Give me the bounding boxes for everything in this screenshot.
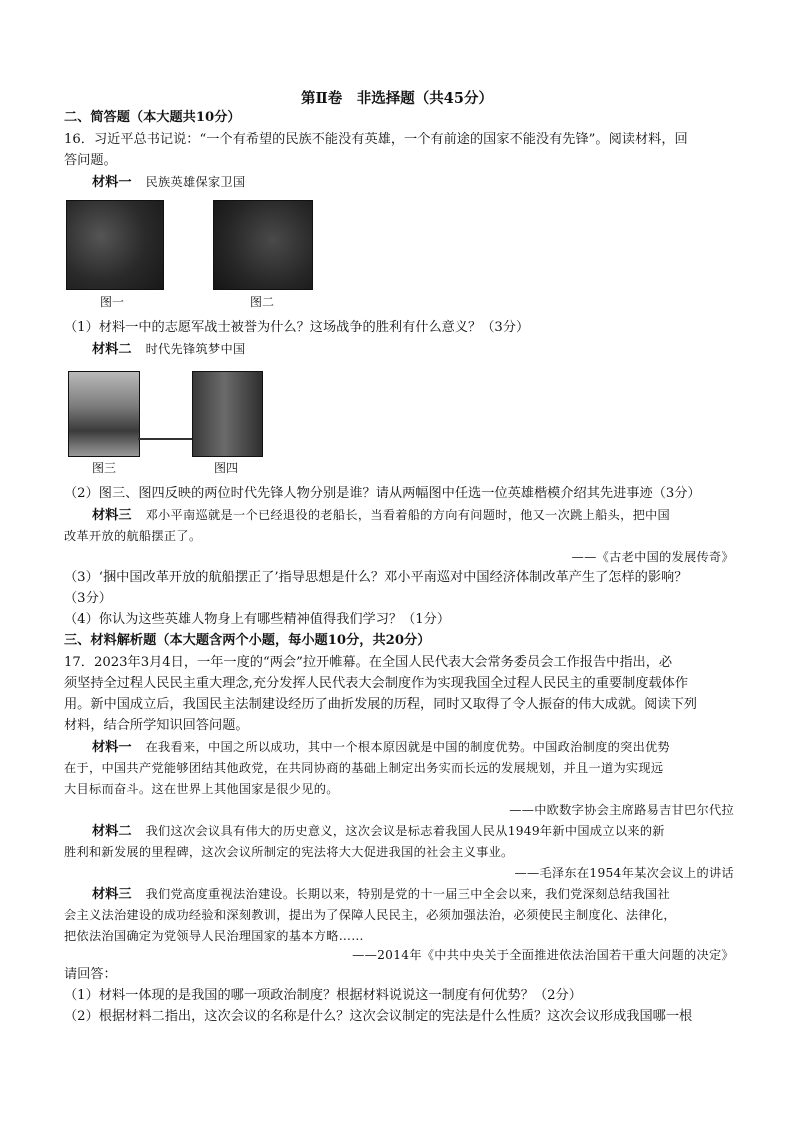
material-title: 时代先锋筑梦中国	[145, 342, 246, 356]
q17-sub2: （2）根据材料二指出，这次会议的名称是什么？这次会议制定的宪法是什么性质？这次会议形成我国哪一根	[64, 1009, 693, 1024]
material-label: 材料三	[92, 887, 132, 902]
material-text: 我们这次会议具有伟大的历史意义，这次会议是标志着我国人民从1949年新中国成立以来的新	[145, 824, 665, 838]
q16-stem-line1: 16．习近平总书记说：“一个有希望的民族不能没有英雄，一个有前途的国家不能没有先锋”。阅读材料，回	[64, 132, 688, 147]
q17-material3-line3: 把依法治国确定为党领导人民治理国家的基本方略……	[64, 929, 364, 943]
q16-sub4: （4）你认为这些英雄人物身上有哪些精神值得我们学习？（1分）	[64, 612, 451, 627]
figure-2-photo	[213, 200, 313, 290]
part-title: 第Ⅱ卷 非选择题（共45分）	[301, 90, 493, 107]
material-label: 材料三	[92, 508, 132, 523]
q17-material3-line1	[92, 884, 734, 905]
figure-1-caption: 图一	[100, 295, 125, 309]
q16-sub3-line2: （3分）	[64, 591, 112, 606]
q17-stem-line3: 用。新中国成立后，我国民主法制建设经历了曲折发展的历程，同时又取得了令人振奋的伟大成就。阅读下列	[64, 697, 697, 712]
figure-3-photo	[68, 371, 140, 457]
figure-3-caption: 图三	[92, 461, 117, 475]
q17-material1-line1	[92, 737, 734, 758]
q16-material3-line1	[92, 505, 734, 526]
material-label: 材料二	[92, 342, 132, 357]
figure-2-caption: 图二	[250, 295, 275, 309]
q16-material1-heading	[92, 172, 734, 193]
q17-material3-source: ——2014年《中共中央关于全面推进依法治国若干重大问题的决定》	[352, 948, 734, 962]
q16-sub3-line1: （3）‘捆中国改革开放的航船摆正了’指导思想是什么？邓小平南巡对中国经济体制改革产生了怎样的影响？	[64, 570, 688, 585]
material-title: 民族英雄保家卫国	[145, 175, 246, 189]
q17-material2-source: ——毛泽东在1954年某次会议上的讲话	[514, 866, 734, 880]
q17-material3-line2: 会主义法治建设的成功经验和深刻教训，提出为了保障人民民主，必须加强法治，必须使民主制度化、法律化，	[64, 908, 676, 922]
figure-4-caption: 图四	[214, 461, 239, 475]
q17-material1-line2: 在于，中国共产党能够团结其他政党，在共同协商的基础上制定出务实而长远的发展规划，并且一道为实现远	[64, 761, 664, 775]
q17-ask: 请回答：	[64, 967, 117, 982]
q16-sub2: （2）图三、图四反映的两位时代先锋人物分别是谁？请从两幅图中任选一位英雄楷模介绍其先进事迹（3分）	[64, 486, 701, 501]
figure-divider	[138, 438, 192, 440]
q17-stem-line4: 材料，结合所学知识回答问题。	[64, 718, 249, 733]
figure-4-photo	[192, 371, 263, 457]
q16-material3-source: ——《古老中国的发展传奇》	[571, 550, 734, 564]
material-text: 邓小平南巡就是一个已经退役的老船长，当看着船的方向有问题时，他又一次跳上船头，把中国	[145, 508, 671, 522]
material-text: 我们党高度重视法治建设。长期以来，特别是党的十一届三中全会以来，我们党深刻总结我国社	[145, 887, 671, 901]
q16-stem-line2: 答问题。	[64, 153, 117, 168]
q17-material2-line2: 胜利和新发展的里程碑，这次会议所制定的宪法将大大促进我国的社会主义事业。	[64, 845, 514, 859]
q17-stem-line1: 17．2023年3月4日，一年一度的“两会”拉开帷幕。在全国人民代表大会常务委员会工作报告中指出，必	[64, 655, 673, 670]
q16-sub1: （1）材料一中的志愿军战士被誉为什么？这场战争的胜利有什么意义？（3分）	[64, 320, 530, 335]
q17-sub1: （1）材料一体现的是我国的哪一项政治制度？根据材料说说这一制度有何优势？（2分）	[64, 988, 582, 1003]
q16-material3-line2: 改革开放的航船摆正了。	[64, 529, 202, 543]
q16-material2-heading	[92, 339, 734, 360]
q17-material2-line1	[92, 821, 734, 842]
q17-material1-source: ——中欧数字协会主席路易吉甘巴尔代拉	[509, 803, 734, 817]
q17-stem-line2: 须坚持全过程人民民主重大理念,充分发挥人民代表大会制度作为实现我国全过程人民民主的重要制度载体作	[64, 676, 689, 691]
material-text: 在我看来，中国之所以成功，其中一个根本原因就是中国的制度优势。中国政治制度的突出优势	[145, 740, 671, 754]
figure-1-photo	[66, 200, 164, 290]
section-3-heading: 三、材料解析题（本大题含两个小题，每小题10分，共20分）	[64, 633, 431, 648]
material-label: 材料二	[92, 824, 132, 839]
material-label: 材料一	[92, 175, 132, 190]
q17-material1-line3: 大目标而奋斗。这在世界上其他国家是很少见的。	[64, 782, 339, 796]
section-2-heading: 二、简答题（本大题共10分）	[64, 110, 241, 125]
material-label: 材料一	[92, 740, 132, 755]
